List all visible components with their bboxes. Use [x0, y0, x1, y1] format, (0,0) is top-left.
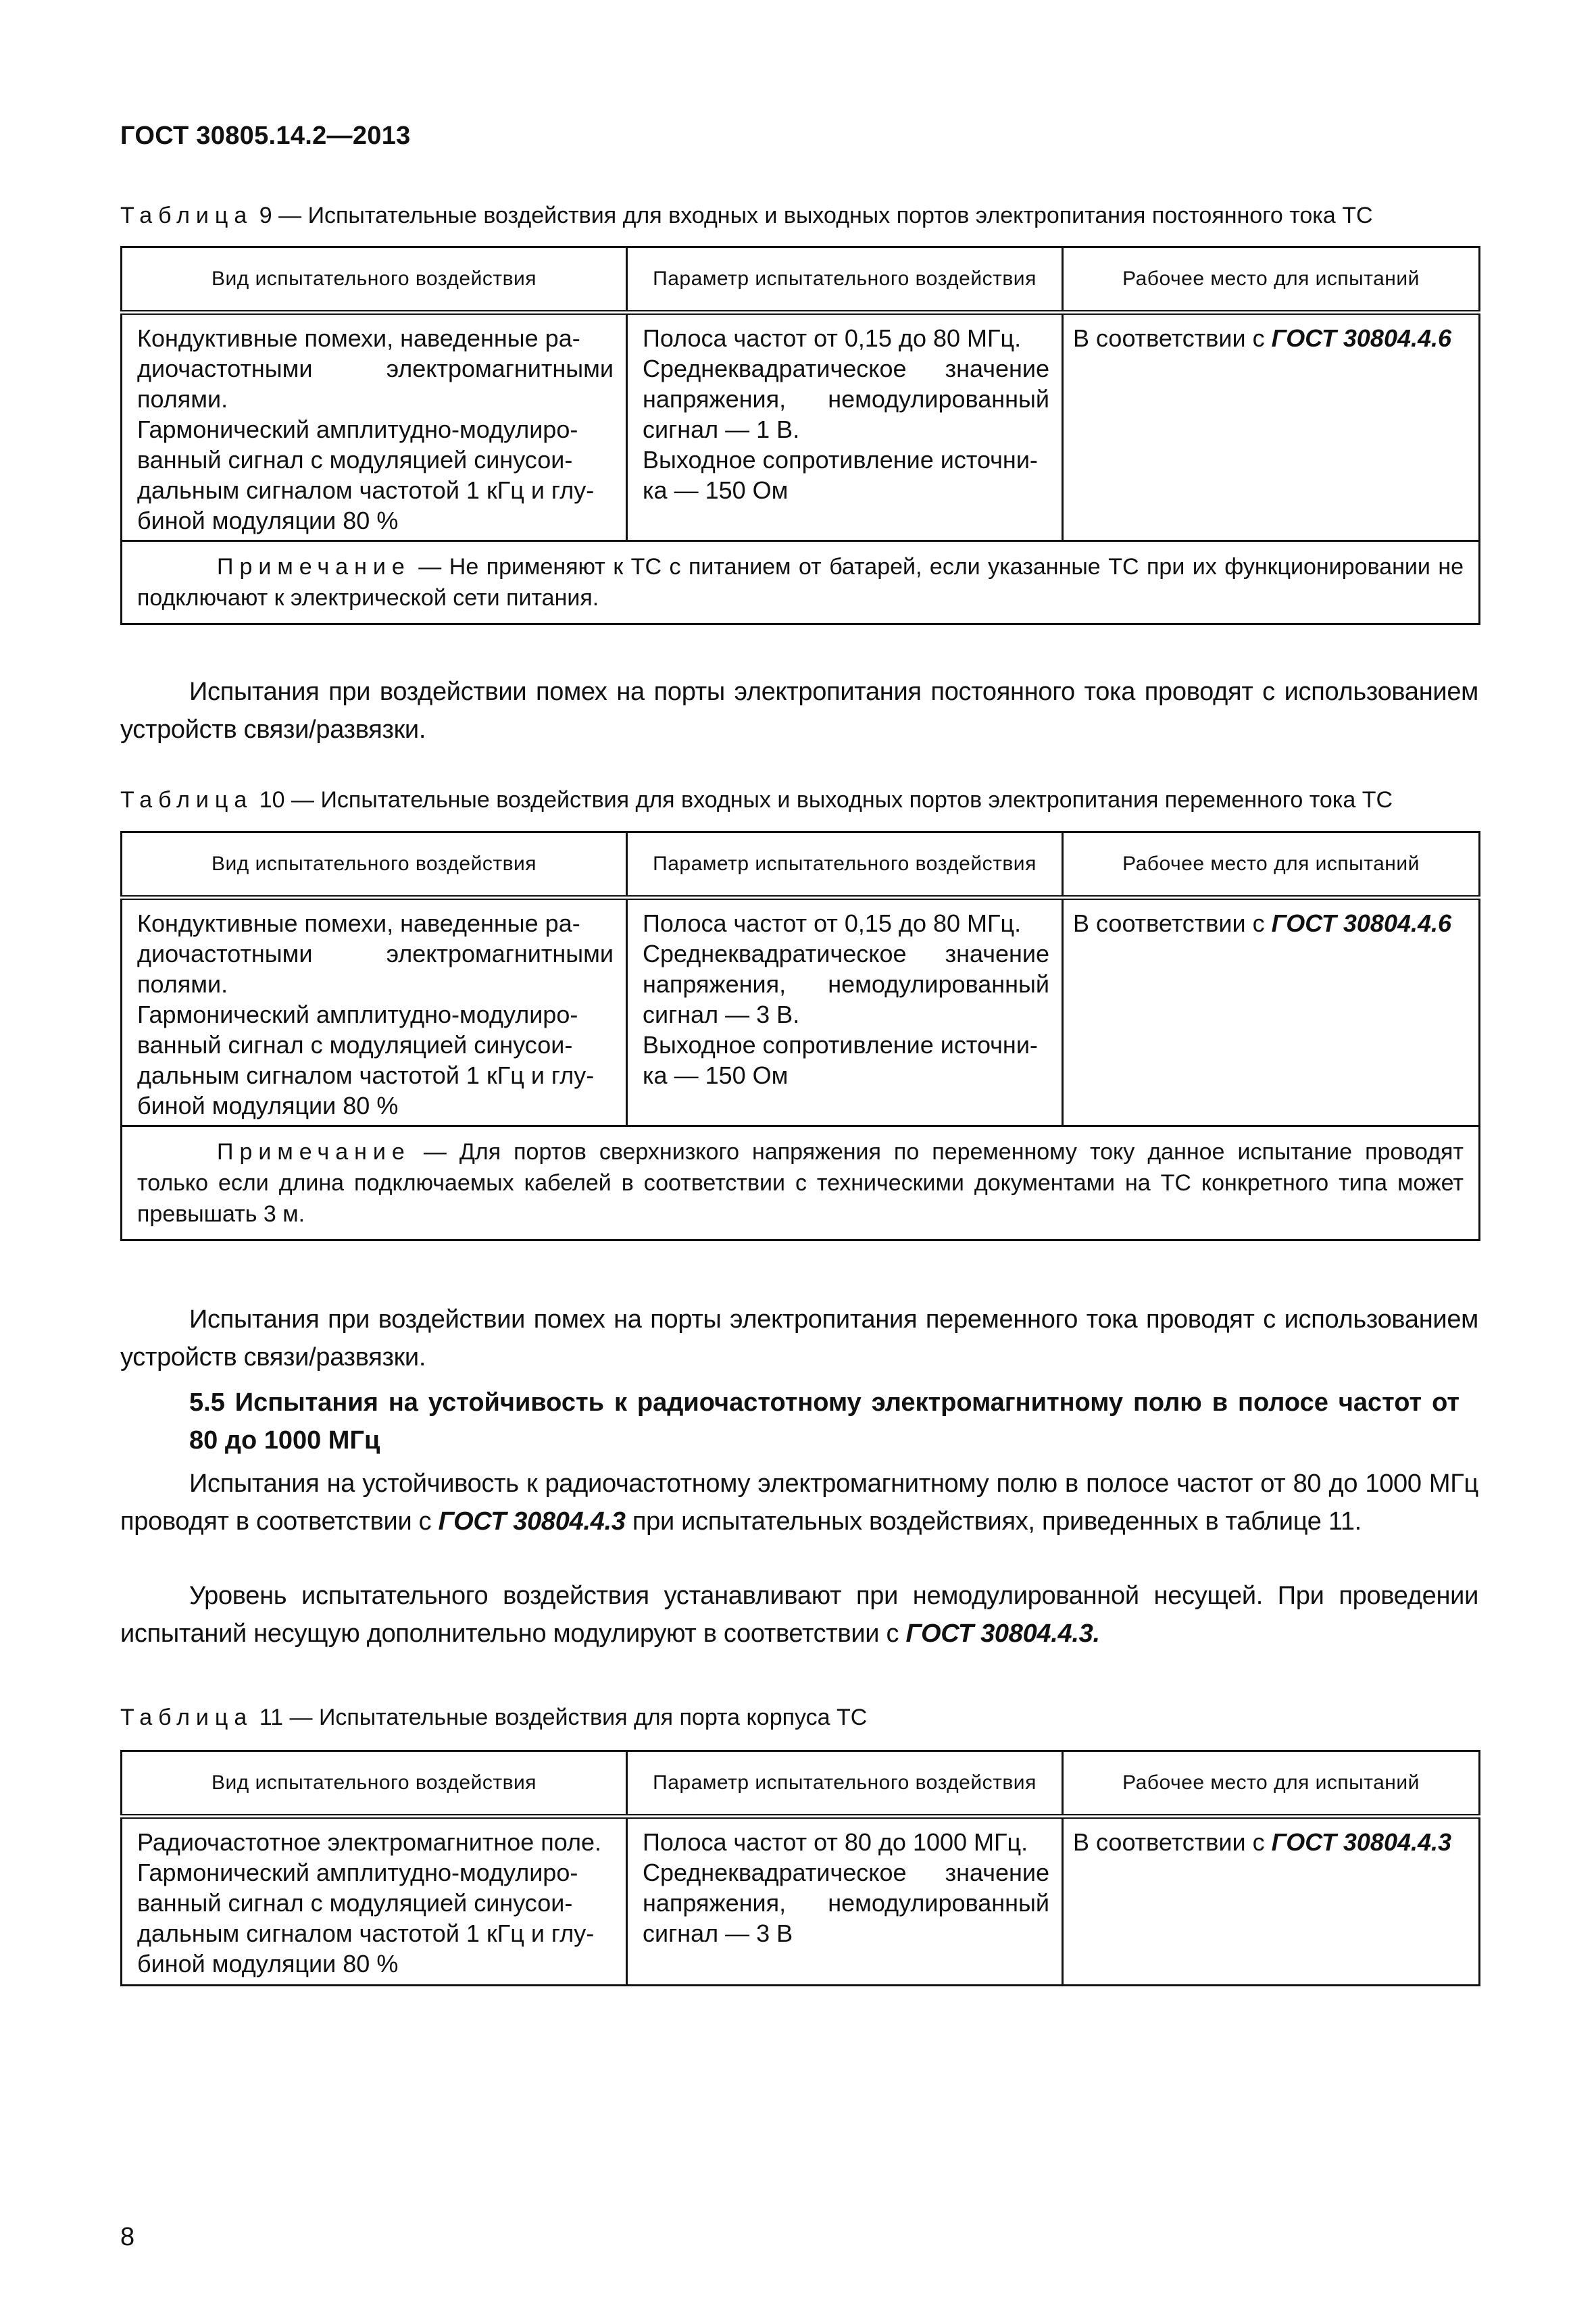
paragraph: [120, 1301, 1478, 1376]
cell-line: Гармонический амплитудно-модулиро-: [137, 1859, 578, 1886]
table-caption-number: 11: [259, 1705, 284, 1730]
table-cell-disturbance-type: [122, 1817, 627, 1986]
note-label: Примечание: [217, 1139, 411, 1165]
cell-line: Кондуктивные помехи, наведенные ра-: [137, 324, 580, 352]
note-label: Примечание: [217, 554, 411, 580]
cell-line: Среднеквадратическое значение: [643, 355, 1049, 382]
table-9: [120, 246, 1480, 625]
cell-line: ванный сигнал с модуляцией синусои-: [137, 1889, 573, 1917]
table-caption-text: — Испытательные воздействия для порта корпуса ТС: [289, 1705, 868, 1730]
column-header: Вид испытательного воздействия: [122, 1751, 627, 1817]
cell-line: Выходное сопротивление источни-: [643, 446, 1038, 474]
paragraph-text: Уровень испытательного воздействия устанавливают при немодулированной несущей. При проведении испытаний несущую дополнительно модулируют в соответствии с: [120, 1582, 1478, 1648]
table-caption-label: Таблица: [120, 787, 253, 813]
column-header: Рабочее место для испытаний: [1063, 247, 1480, 313]
cell-line: биной модуляции 80 %: [137, 1950, 399, 1978]
cell-line: Гармонический амплитудно-модулиро-: [137, 416, 578, 443]
cell-text: В соответствии с: [1073, 324, 1265, 352]
table-caption-text: — Испытательные воздействия для входных и выходных портов электропитания переменного тока ТС: [291, 787, 1393, 813]
table-10-caption: [120, 787, 1478, 813]
standard-reference: ГОСТ 30804.4.3.: [905, 1619, 1100, 1648]
standard-reference: ГОСТ 30804.4.3: [438, 1507, 626, 1536]
column-header: Вид испытательного воздействия: [122, 832, 627, 898]
cell-line: биной модуляции 80 %: [137, 1092, 399, 1120]
cell-line: напряжения, немодулированный: [643, 1889, 1049, 1917]
table-note: [122, 541, 1480, 624]
cell-line: сигнал — 1 В.: [643, 416, 800, 443]
table-cell-parameters: [627, 1817, 1063, 1986]
paragraph-text: Испытания на устойчивость к радиочастотному электромагнитному полю в полосе частот от 80 до 1000 МГц проводят в соответствии с: [120, 1469, 1478, 1536]
document-id-header: ГОСТ 30805.14.2—2013: [120, 122, 411, 150]
cell-line: дальным сигналом частотой 1 кГц и глу-: [137, 476, 595, 504]
table-caption-text: — Испытательные воздействия для входных и выходных портов электропитания постоянного тока ТС: [278, 203, 1373, 228]
cell-line: ванный сигнал с модуляцией синусои-: [137, 446, 573, 474]
cell-line: Полоса частот от 80 до 1000 МГц.: [643, 1828, 1028, 1856]
cell-line: ванный сигнал с модуляцией синусои-: [137, 1031, 573, 1059]
table-row: [122, 898, 1480, 1126]
cell-line: диочастотными электромагнитными: [137, 940, 614, 967]
table-caption-label: Таблица: [120, 203, 253, 228]
column-header: Параметр испытательного воздействия: [627, 832, 1063, 898]
cell-line: Полоса частот от 0,15 до 80 МГц.: [643, 909, 1022, 937]
cell-line: Кондуктивные помехи, наведенные ра-: [137, 909, 580, 937]
table-caption-number: 9: [259, 203, 272, 228]
cell-line: биной модуляции 80 %: [137, 507, 399, 534]
table-row: [122, 313, 1480, 541]
paragraph-text: при испытательных воздействиях, приведенных в таблице 11.: [632, 1507, 1362, 1536]
column-header: Рабочее место для испытаний: [1063, 1751, 1480, 1817]
standard-reference: ГОСТ 30804.4.6: [1271, 909, 1452, 937]
cell-line: дальным сигналом частотой 1 кГц и глу-: [137, 1919, 595, 1947]
cell-line: сигнал — 3 В: [643, 1919, 793, 1947]
cell-line: сигнал — 3 В.: [643, 1001, 800, 1028]
table-11-caption: [120, 1705, 1478, 1731]
cell-text: В соответствии с: [1073, 909, 1265, 937]
table-row: [122, 1817, 1480, 1986]
paragraph: [120, 673, 1478, 749]
table-header-row: [122, 832, 1480, 898]
cell-line: Полоса частот от 0,15 до 80 МГц.: [643, 324, 1022, 352]
paragraph: [120, 1577, 1478, 1653]
cell-line: полями.: [137, 385, 228, 413]
cell-line: ка — 150 Ом: [643, 476, 789, 504]
table-note: [122, 1126, 1480, 1240]
table-10: [120, 831, 1480, 1241]
cell-line: Радиочастотное электромагнитное поле.: [137, 1828, 602, 1856]
standard-reference: ГОСТ 30804.4.3: [1271, 1828, 1452, 1856]
table-cell-test-setup: [1063, 1817, 1480, 1986]
table-cell-disturbance-type: [122, 898, 627, 1126]
table-cell-parameters: [627, 313, 1063, 541]
cell-line: полями.: [137, 970, 228, 998]
table-header-row: [122, 1751, 1480, 1817]
table-note-row: [122, 1126, 1480, 1240]
cell-line: ка — 150 Ом: [643, 1061, 789, 1089]
cell-line: Гармонический амплитудно-модулиро-: [137, 1001, 578, 1028]
paragraph: [120, 1465, 1478, 1540]
section-heading-5-5: 5.5 Испытания на устойчивость к радиочастотному электромагнитному полю в полосе частот от 80 до 1000 МГц: [189, 1388, 1460, 1455]
cell-text: В соответствии с: [1073, 1828, 1265, 1856]
column-header: Вид испытательного воздействия: [122, 247, 627, 313]
cell-line: диочастотными электромагнитными: [137, 355, 614, 382]
table-header-row: [122, 247, 1480, 313]
note-text: — Не применяют к ТС с питанием от батарей, если указанные ТС при их функционировании не подключают к электрической сети питания.: [137, 554, 1464, 611]
table-cell-test-setup: [1063, 898, 1480, 1126]
cell-line: напряжения, немодулированный: [643, 970, 1049, 998]
table-9-caption: [120, 203, 1478, 229]
column-header: Рабочее место для испытаний: [1063, 832, 1480, 898]
standard-reference: ГОСТ 30804.4.6: [1271, 324, 1452, 352]
column-header: Параметр испытательного воздействия: [627, 247, 1063, 313]
table-caption-number: 10: [259, 787, 285, 813]
cell-line: Среднеквадратическое значение: [643, 940, 1049, 967]
cell-line: дальным сигналом частотой 1 кГц и глу-: [137, 1061, 595, 1089]
table-cell-test-setup: [1063, 313, 1480, 541]
table-11: [120, 1750, 1480, 1986]
column-header: Параметр испытательного воздействия: [627, 1751, 1063, 1817]
table-cell-disturbance-type: [122, 313, 627, 541]
paragraph-text: Испытания при воздействии помех на порты электропитания переменного тока проводят с использованием устройств связи/развязки.: [120, 1305, 1478, 1372]
table-cell-parameters: [627, 898, 1063, 1126]
page-number: 8: [120, 2223, 135, 2251]
cell-line: напряжения, немодулированный: [643, 385, 1049, 413]
cell-line: Среднеквадратическое значение: [643, 1859, 1049, 1886]
cell-line: Выходное сопротивление источни-: [643, 1031, 1038, 1059]
note-text: — Для портов сверхнизкого напряжения по переменному току данное испытание проводят только если длина подключаемых кабелей в соответствии с техническими документами на ТС конкретного типа может превышать 3 м.: [137, 1139, 1464, 1227]
table-caption-label: Таблица: [120, 1705, 253, 1730]
paragraph-text: Испытания при воздействии помех на порты электропитания постоянного тока проводят с использованием устройств связи/развязки.: [120, 678, 1478, 744]
table-note-row: [122, 541, 1480, 624]
